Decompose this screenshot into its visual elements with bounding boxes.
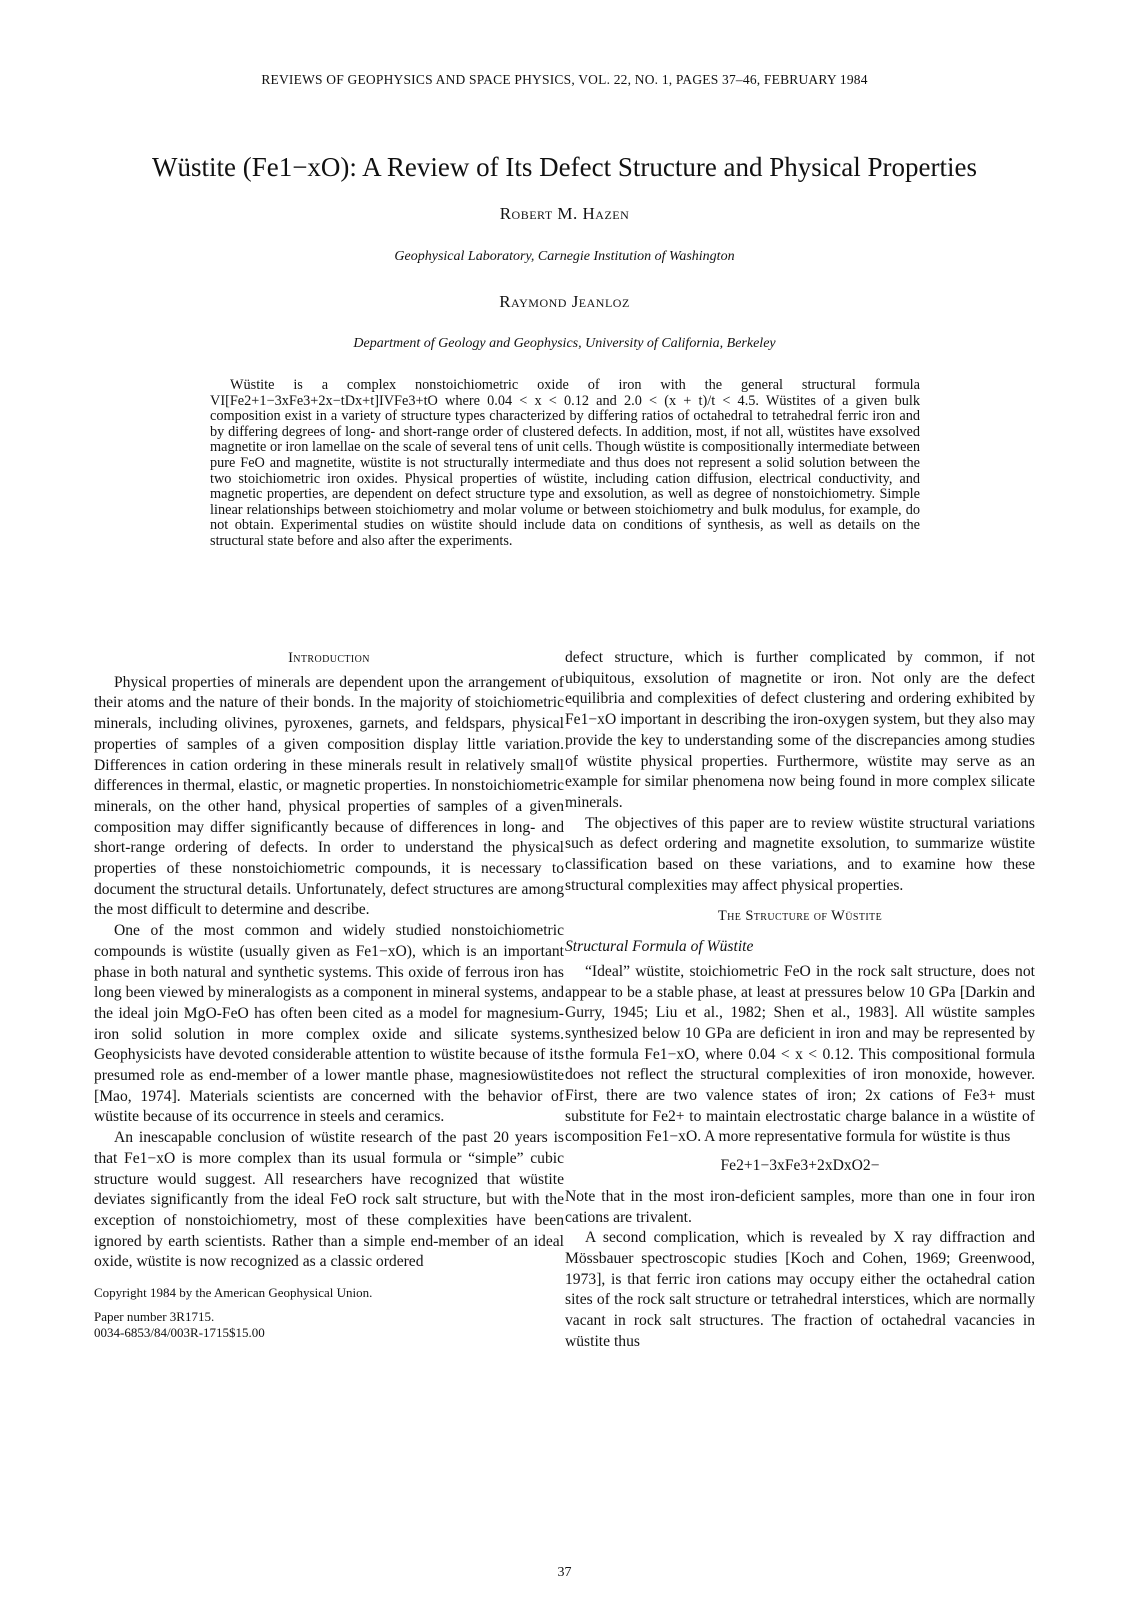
footnotes (94, 1285, 564, 1341)
body-paragraph: One of the most common and widely studied nonstoichiometric compounds is wüstite (usually given as Fe1−xO), which is an important phase in both natural and synthetic systems. This oxide of ferrous iron has long been viewed by mineralogists as a component in mineral systems, and the ideal join MgO-FeO has often been cited as a model for magnesium-iron solid solution in more complex oxide and silicate systems. Geophysicists have devoted considerable attention to wüstite because of its presumed role as end-member of a lower mantle phase, magnesiowüstite [Mao, 1974]. Materials scientists are concerned with the behavior of wüstite because of its occurrence in steels and ceramics. (94, 922, 564, 1126)
subsection-heading: Structural Formula of Wüstite (565, 938, 754, 956)
body-paragraph: Note that in the most iron-deficient samples, more than one in four iron cations are trivalent. (565, 1187, 1035, 1226)
copyright-notice: Copyright 1984 by the American Geophysical Union. (94, 1285, 373, 1301)
author-name: Robert M. Hazen (499, 204, 630, 223)
abstract-text: Wüstite is a complex nonstoichiometric oxide of iron with the general structural formula VI[Fe2+1−3xFe3+2x−tDx+t]IVFe3+tO where 0.04 < x < 0.12 and 2.0 < (x + t)/t < 4.5. Wüstites of a given bulk composition exist in a variety of structure types characterized by differing ratios of octahedral to tetrahedral ferric iron and by differing degrees of long- and short-range order of clustered defects. In addition, most, if not all, wüstites have exsolved magnetite or iron lamellae on the scale of several tens of unit cells. Though wüstite is compositionally intermediate between pure FeO and magnetite, wüstite is not structurally intermediate and thus does not represent a solid solution between the two stoichiometric iron oxides. Physical properties of wüstite, including cation diffusion, electrical conductivity, and magnetic properties, are dependent on defect structure type and exsolution, as well as degree of nonstoichiometry. Simple linear relationships between stoichiometry and molar volume or between stoichiometry and bulk modulus, for example, do not obtain. Experimental studies on wüstite should include data on conditions of synthesis, as well as details on the structural state before and also after the experiments. (210, 377, 921, 549)
author-affiliation: Department of Geology and Geophysics, University of California, Berkeley (353, 336, 776, 351)
body-paragraph: An inescapable conclusion of wüstite research of the past 20 years is that Fe1−xO is more complex than its usual formula or “simple” cubic structure would suggest. All researchers have recognized that wüstite deviates significantly from the ideal FeO rock salt structure, but with the exception of nonstoichiometry, most of these complexities have been ignored by earth scientists. Rather than a simple end-member of an ideal oxide, wüstite is now recognized as a classic ordered (94, 1129, 564, 1271)
body-paragraph: defect structure, which is further complicated by common, if not ubiquitous, exsolution of magnetite or iron. Not only are the defect equilibria and complexities of defect clustering and ordering exhibited by Fe1−xO important in describing the iron-oxygen system, but they also may provide the key to understanding some of the discrepancies among studies of wüstite physical properties. Furthermore, wüstite may serve as an example for similar phenomena now being found in more complex silicate minerals. (565, 649, 1035, 811)
page-number: 37 (557, 1565, 572, 1580)
body-paragraph: A second complication, which is revealed by X ray diffraction and Mössbauer spectroscopic studies [Koch and Cohen, 1969; Greenwood, 1973], is that ferric iron cations may occupy either the octahedral cation sites of the rock salt structure or tetrahedral interstices, which are normally vacant in rock salt structures. The fraction of octahedral vacancies in wüstite thus (565, 1229, 1035, 1350)
article-code: 0034-6853/84/003R-1715$15.00 (94, 1325, 265, 1341)
body-paragraph: The objectives of this paper are to review wüstite structural variations such as defect ordering and magnetite exsolution, to summarize wüstite classification based on these variations, and to examine how these structural complexities may affect physical properties. (565, 814, 1035, 894)
left-column (94, 648, 564, 1341)
author-name: Raymond Jeanloz (499, 292, 630, 311)
body-paragraph: “Ideal” wüstite, stoichiometric FeO in the rock salt structure, does not appear to be a stable phase, at least at pressures below 10 GPa [Darkin and Gurry, 1945; Liu et al., 1982; Shen et al., 1983]. All wüstite samples synthesized below 10 GPa are deficient in iron and may be represented by the formula Fe1−xO, where 0.04 < x < 0.12. This compositional formula does not reflect the structural complexities of iron monoxide, however. First, there are two valence states of iron; 2x cations of Fe3+ must substitute for Fe2+ to maintain electrostatic charge balance in a wüstite of composition Fe1−xO. A more representative formula for wüstite is thus (565, 962, 1035, 1146)
abstract (210, 378, 920, 550)
section-heading-structure: The Structure of Wüstite (717, 908, 883, 925)
running-head: REVIEWS OF GEOPHYSICS AND SPACE PHYSICS, VOL. 22, NO. 1, PAGES 37–46, FEBRUARY 1984 (261, 72, 868, 87)
structural-formula: Fe2+1−3xFe3+2xDxO2− (720, 1157, 880, 1175)
author-affiliation: Geophysical Laboratory, Carnegie Institution of Washington (394, 249, 735, 264)
paper-number: Paper number 3R1715. (94, 1309, 215, 1325)
body-paragraph: Physical properties of minerals are dependent upon the arrangement of their atoms and the nature of their bonds. In the majority of stoichiometric minerals, including olivines, pyroxenes, garnets, and feldspars, physical properties of samples of a given composition display little variation. Differences in cation ordering in these minerals result in relatively small differences in thermal, elastic, or magnetic properties. In nonstoichiometric minerals, on the other hand, physical properties of samples of a given composition may differ significantly because of differences in long- and short-range ordering of defects. In order to understand the physical properties of these nonstoichiometric compounds, it is necessary to document the structural details. Unfortunately, defect structures are among the most difficult to determine and describe. (94, 673, 564, 919)
section-heading-introduction: Introduction (288, 650, 370, 666)
right-column (565, 648, 1035, 1353)
paper-title: Wüstite (Fe1−xO): A Review of Its Defect Structure and Physical Properties (151, 152, 978, 182)
